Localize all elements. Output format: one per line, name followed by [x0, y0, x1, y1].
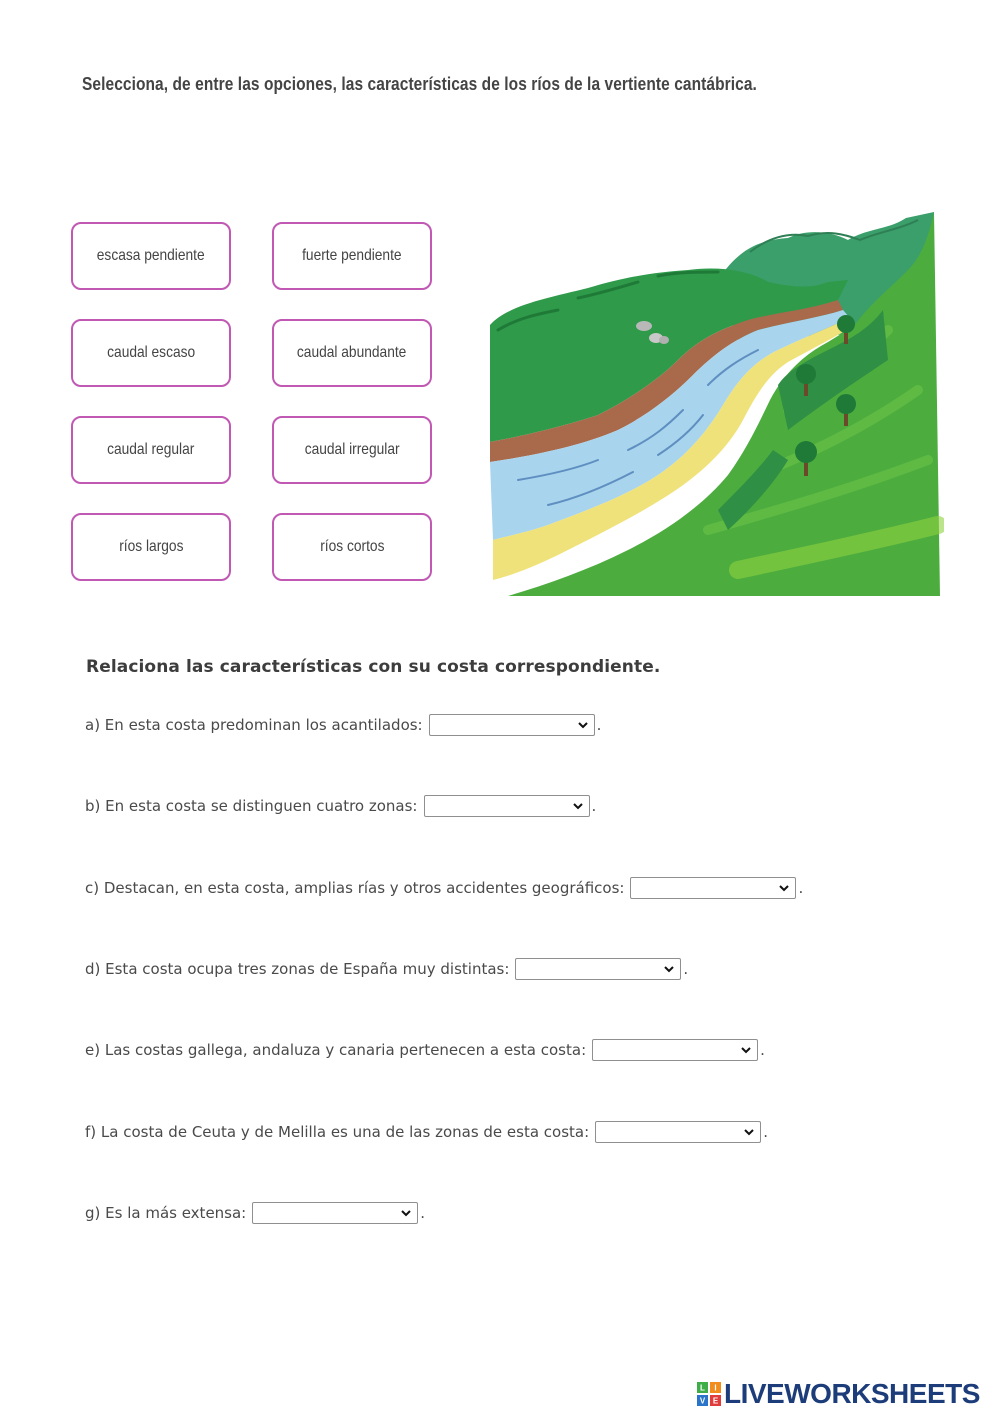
answer-dropdown[interactable] [252, 1202, 418, 1224]
answer-dropdown[interactable] [630, 877, 796, 899]
option-label: caudal regular [107, 441, 195, 458]
liveworksheets-brand [697, 1377, 980, 1411]
section1-instruction: Selecciona, de entre las opciones, las características de los ríos de la vertiente cantábrica. [82, 74, 757, 94]
question-f [85, 1120, 768, 1144]
section2-instruction: Relaciona las características con su costa correspondiente. [86, 657, 661, 677]
terminator: . [683, 960, 689, 978]
liveworksheets-logo-icon [697, 1382, 721, 1406]
question-text: f) La costa de Ceuta y de Melilla es una de las zonas de esta costa: [85, 1123, 590, 1141]
river-valley-illustration [488, 210, 944, 596]
chevron-down-icon [743, 1125, 755, 1139]
svg-text:L: L [700, 1383, 705, 1393]
question-text: c) Destacan, en esta costa, amplias rías y otros accidentes geográficos: [85, 879, 625, 897]
option-grid [71, 222, 437, 588]
svg-text:V: V [699, 1396, 706, 1406]
answer-dropdown[interactable] [429, 714, 595, 736]
answer-dropdown[interactable] [424, 795, 590, 817]
option-card-caudal-irregular[interactable] [272, 416, 432, 484]
option-card-escasa-pendiente[interactable] [71, 222, 231, 290]
terminator: . [763, 1123, 768, 1141]
terminator: . [596, 716, 602, 734]
question-text: g) Es la más extensa: [85, 1204, 247, 1222]
question-text: d) Esta costa ocupa tres zonas de España muy distintas: [85, 960, 510, 978]
brand-name: LIVEWORKSHEETS [724, 1378, 980, 1409]
option-card-caudal-abundante[interactable] [272, 319, 432, 387]
question-g [85, 1201, 425, 1225]
question-text: a) En esta costa predominan los acantilados: [85, 716, 423, 734]
option-label: caudal escaso [107, 344, 195, 361]
option-label: escasa pendiente [97, 247, 205, 264]
answer-dropdown[interactable] [515, 958, 681, 980]
terminator: . [420, 1204, 426, 1222]
option-card-fuerte-pendiente[interactable] [272, 222, 432, 290]
question-b [85, 794, 596, 818]
chevron-down-icon [577, 718, 589, 732]
svg-text:E: E [712, 1396, 719, 1406]
option-label: caudal irregular [304, 441, 400, 458]
option-card-caudal-escaso[interactable] [71, 319, 231, 387]
question-text: e) Las costas gallega, andaluza y canaria pertenecen a esta costa: [85, 1041, 587, 1059]
option-label: ríos cortos [319, 538, 385, 555]
terminator: . [798, 879, 804, 897]
option-label: fuerte pendiente [302, 247, 402, 264]
answer-dropdown[interactable] [595, 1121, 761, 1143]
svg-text:I: I [714, 1383, 717, 1393]
chevron-down-icon [572, 799, 584, 813]
question-e [85, 1038, 765, 1062]
question-text: b) En esta costa se distinguen cuatro zonas: [85, 797, 418, 815]
option-card-rios-cortos[interactable] [272, 513, 432, 581]
question-d [85, 957, 688, 981]
chevron-down-icon [778, 881, 790, 895]
terminator: . [760, 1041, 765, 1059]
option-label: caudal abundante [297, 344, 407, 361]
question-a [85, 713, 601, 737]
chevron-down-icon [663, 962, 675, 976]
question-c [85, 876, 803, 900]
chevron-down-icon [400, 1206, 412, 1220]
option-card-rios-largos[interactable] [71, 513, 231, 581]
terminator: . [591, 797, 597, 815]
option-card-caudal-regular[interactable] [71, 416, 231, 484]
chevron-down-icon [740, 1043, 752, 1057]
answer-dropdown[interactable] [592, 1039, 758, 1061]
option-label: ríos largos [118, 538, 184, 555]
